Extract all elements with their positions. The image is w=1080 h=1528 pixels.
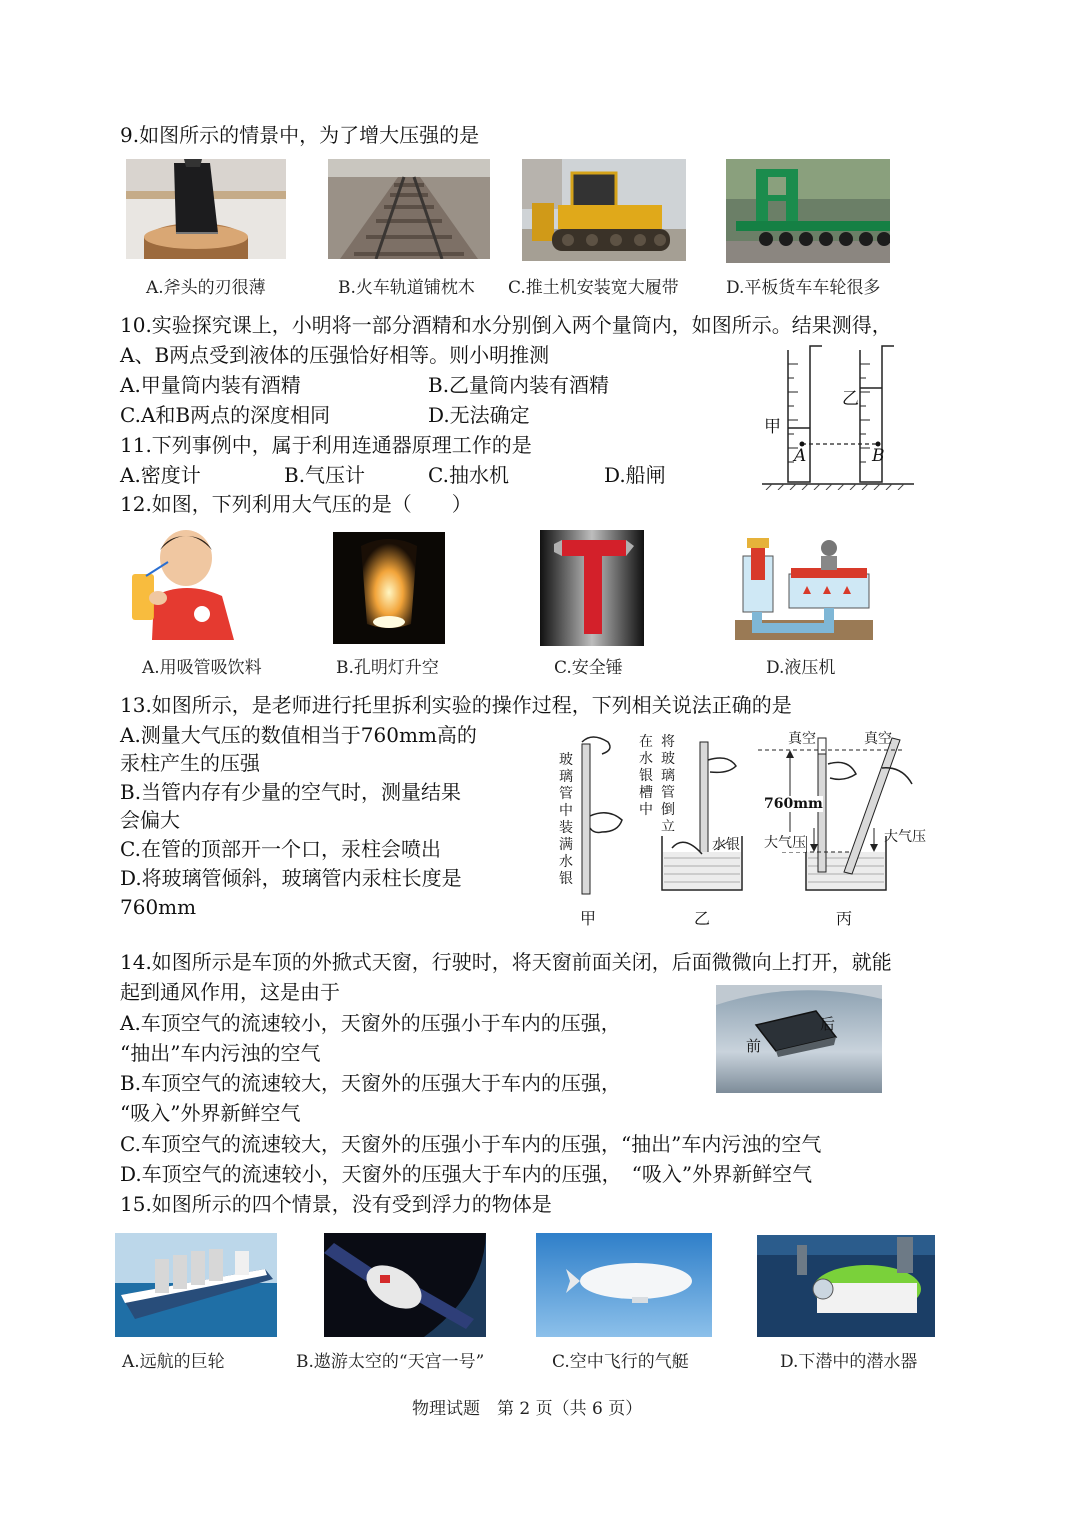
sunroof-front-label: 前 (746, 1037, 762, 1055)
flatbed-truck-photo (726, 159, 890, 263)
page-footer: 物理试题 第 2 页（共 6 页） (412, 1399, 643, 1419)
q10-option-d: D.无法确定 (428, 403, 530, 427)
q11-option-d: D.船闸 (604, 463, 666, 487)
q11-stem: 11.下列事例中，属于利用连通器原理工作的是 (120, 433, 532, 457)
q10-option-c: C.A和B两点的深度相同 (120, 403, 331, 427)
q13-line-7: 760mm (120, 895, 197, 919)
q9-option-a: A.斧头的刃很薄 (146, 278, 266, 298)
torricelli-experiment-diagram (552, 724, 948, 930)
q14-stem-line2: 起到通风作用，这是由于 (120, 980, 340, 1004)
q13-line-5: C.在管的顶部开一个口，汞柱会喷出 (120, 837, 441, 861)
q13-line-6: D.将玻璃管倾斜，玻璃管内汞柱长度是 (120, 866, 462, 890)
railway-track-photo (328, 159, 490, 259)
q13-stem: 13.如图所示，是老师进行托里拆利实验的操作过程，下列相关说法正确的是 (120, 693, 792, 717)
q14-line-1: A.车顶空气的流速较小，天窗外的压强小于车内的压强， (120, 1011, 621, 1035)
graduated-cylinders-diagram (762, 344, 914, 490)
q9-option-c: C.推土机安装宽大履带 (508, 278, 679, 298)
torricelli-caption-jia: 甲 (580, 909, 597, 928)
q14-stem-line1: 14.如图所示是车顶的外掀式天窗，行驶时，将天窗前面关闭，后面微微向上打开，就能 (120, 950, 892, 974)
q11-option-b: B.气压计 (284, 463, 366, 487)
q11-option-c: C.抽水机 (428, 463, 509, 487)
q9-option-d: D.平板货车车轮很多 (726, 278, 881, 298)
q15-option-c: C.空中飞行的气艇 (552, 1352, 689, 1372)
point-a-label: A (794, 446, 807, 466)
cylinder-yi-label: 乙 (842, 389, 859, 409)
height-760mm-label: 760mm (764, 796, 823, 812)
torricelli-yi-vertical-text-1: 将玻璃管倒立 (661, 734, 675, 835)
point-b-label: B (872, 446, 885, 466)
q15-option-d: D.下潜中的潜水器 (780, 1352, 918, 1372)
cylinder-jia-label: 甲 (764, 417, 781, 437)
q10-option-a: A.甲量筒内装有酒精 (120, 373, 301, 397)
airship-photo (536, 1233, 712, 1337)
q12-option-a: A.用吸管吸饮料 (142, 658, 262, 678)
q14-line-5: C.车顶空气的流速较大，天窗外的压强小于车内的压强，“抽出”车内污浊的空气 (120, 1132, 822, 1156)
q9-option-b: B.火车轨道铺枕木 (338, 278, 475, 298)
q10-stem-line1: 10.实验探究课上，小明将一部分酒精和水分别倒入两个量筒内，如图所示。结果测得， (120, 313, 892, 337)
mercury-label: 水银 (712, 837, 740, 853)
q10-stem-line2: A、B两点受到液体的压强恰好相等。则小明推测 (120, 343, 550, 367)
atm-pressure-label-right: 大气压 (884, 829, 926, 845)
q13-line-1: A.测量大气压的数值相当于760mm高的 (120, 723, 477, 747)
submersible-photo (757, 1235, 935, 1337)
q14-line-4: “吸入”外界新鲜空气 (120, 1101, 301, 1125)
vacuum-label-right: 真空 (864, 731, 892, 747)
q14-line-6: D.车顶空气的流速较小，天窗外的压强大于车内的压强， “吸入”外界新鲜空气 (120, 1162, 813, 1186)
vacuum-label-left: 真空 (788, 731, 816, 747)
q14-line-3: B.车顶空气的流速较大，天窗外的压强大于车内的压强， (120, 1071, 622, 1095)
q12-option-c: C.安全锤 (554, 658, 623, 678)
space-station-photo (324, 1233, 486, 1337)
q15-option-a: A.远航的巨轮 (122, 1352, 225, 1372)
bulldozer-photo (522, 159, 686, 261)
sunroof-back-label: 后 (820, 1015, 836, 1033)
q13-line-4: 会偏大 (120, 808, 180, 832)
boy-drinking-straw-photo (118, 528, 242, 640)
q15-option-b: B.遨游太空的“天宫一号” (296, 1352, 485, 1372)
axe-photo (126, 159, 286, 259)
q13-line-3: B.当管内存有少量的空气时，测量结果 (120, 780, 462, 804)
safety-hammer-photo (540, 530, 644, 646)
atm-pressure-label-left: 大气压 (764, 832, 806, 852)
sky-lantern-photo (333, 532, 445, 644)
torricelli-jia-vertical-text: 玻璃管中装满水银 (559, 752, 573, 887)
q15-stem: 15.如图所示的四个情景，没有受到浮力的物体是 (120, 1192, 552, 1216)
q11-option-a: A.密度计 (120, 463, 201, 487)
q13-line-2: 汞柱产生的压强 (120, 751, 260, 775)
torricelli-caption-bing: 丙 (836, 909, 853, 928)
hydraulic-press-diagram (735, 528, 873, 640)
cargo-ship-photo (115, 1233, 277, 1337)
q9-stem: 9.如图所示的情景中，为了增大压强的是 (120, 123, 480, 147)
q12-option-d: D.液压机 (766, 658, 836, 678)
q14-line-2: “抽出”车内污浊的空气 (120, 1041, 321, 1065)
car-sunroof-photo (716, 985, 882, 1093)
q12-option-b: B.孔明灯升空 (336, 658, 439, 678)
torricelli-yi-vertical-text-2: 在水银槽中 (639, 734, 653, 818)
q10-option-b: B.乙量筒内装有酒精 (428, 373, 610, 397)
q12-stem: 12.如图，下列利用大气压的是（ ） (120, 492, 472, 516)
torricelli-caption-yi: 乙 (694, 909, 711, 928)
